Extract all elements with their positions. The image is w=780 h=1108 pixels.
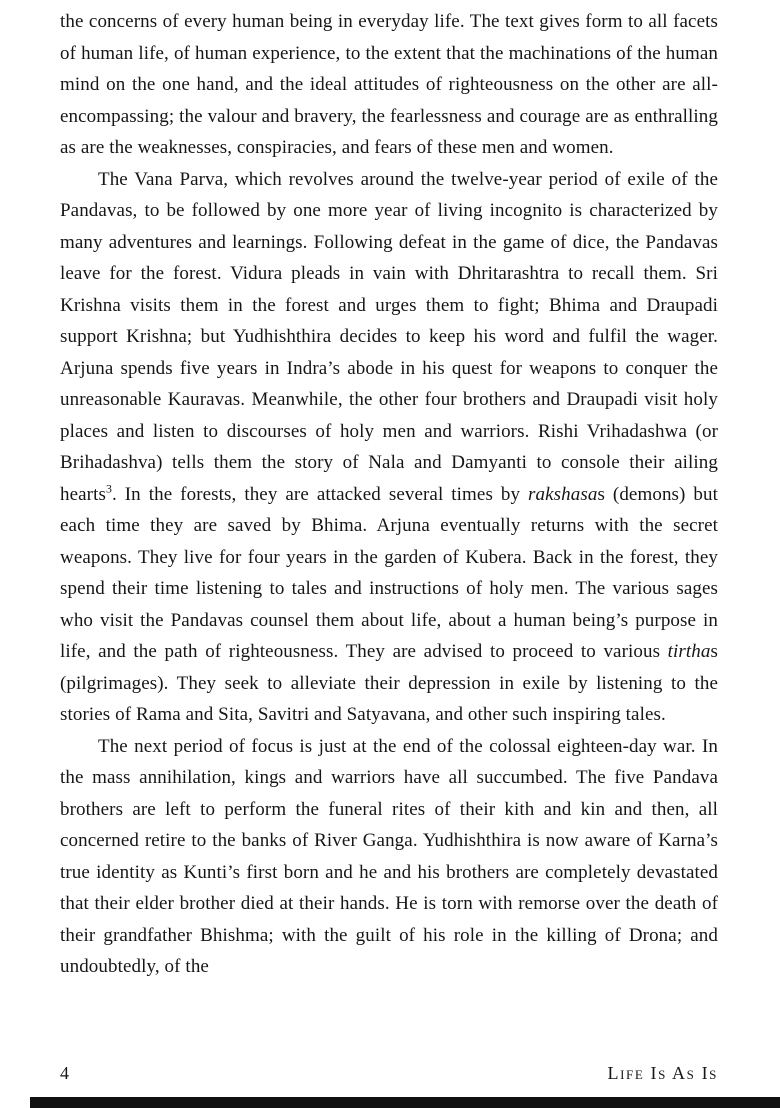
page-bottom-edge-bar: [30, 1097, 780, 1108]
body-text: [60, 6, 718, 983]
text-run: The next period of focus is just at the end of the colossal eighteen-day war. In the mass annihilation, kings and warriors have all succumbed. The five Pandava brothers are left to perform the funeral rites of their kith and kin and then, all concerned retire to the banks of River Ganga. Yudhishthira is now aware of Karna’s true identity as Kunti’s first born and he and his brothers are completely devastated that their elder brother died at their hands. He is torn with remorse over the death of their grandfather Bhishma; with the guilt of his role in the killing of Drona; and undoubtedly, of the: [60, 735, 718, 977]
paragraph: [60, 164, 718, 731]
running-title: Life Is As Is: [607, 1063, 718, 1083]
text-run: . In the forests, they are attacked several times by: [111, 483, 529, 505]
italic-term: rakshasa: [528, 483, 598, 505]
text-run: The Vana Parva, which revolves around the twelve-year period of exile of the Pandavas, to be followed by one more year of living incognito is characterized by many adventures and learnings. Following defeat in the game of dice, the Pandavas leave for the forest. Vidura pleads in vain with Dhritarashtra to recall them. Sri Krishna visits them in the forest and urges them to fight; Bhima and Draupadi support Krishna; but Yudhishthira decides to keep his word and fulfil the wager. Arjuna spends five years in Indra’s abode in his quest for weapons to conquer the unreasonable Kauravas. Meanwhile, the other four brothers and Draupadi visit holy places and listen to discourses of holy men and warriors. Rishi Vrihadashwa (or Brihadashva) tells them the story of Nala and Damyanti to console their ailing hearts: [60, 168, 718, 505]
footnote-marker: 3: [105, 482, 112, 496]
page-footer: [60, 1063, 718, 1084]
text-run: s (pilgrimages). They seek to alleviate their depression in exile by listening to the stories of Rama and Sita, Savitri and Satyavana, and other such inspiring tales.: [60, 641, 718, 725]
text-run: the concerns of every human being in everyday life. The text gives form to all facets of human life, of human experience, to the extent that the machinations of the human mind on the one hand, and the ideal attitudes of righteousness on the other are all-encompassing; the valour and bravery, the fearlessness and courage are as enthralling as are the weaknesses, conspiracies, and fears of these men and women.: [60, 11, 718, 158]
italic-term: tirtha: [667, 641, 711, 662]
paragraph: [60, 731, 718, 983]
text-run: s (demons) but each time they are saved by Bhima. Arjuna eventually returns with the secret weapons. They live for four years in the garden of Kubera. Back in the forest, they spend their time listening to tales and instructions of holy men. The various sages who visit the Pandavas counsel them about life, about a human being’s purpose in life, and the path of righteousness. They are advised to proceed to various: [60, 483, 718, 662]
paragraph: [60, 6, 718, 164]
page-number: 4: [60, 1063, 70, 1083]
